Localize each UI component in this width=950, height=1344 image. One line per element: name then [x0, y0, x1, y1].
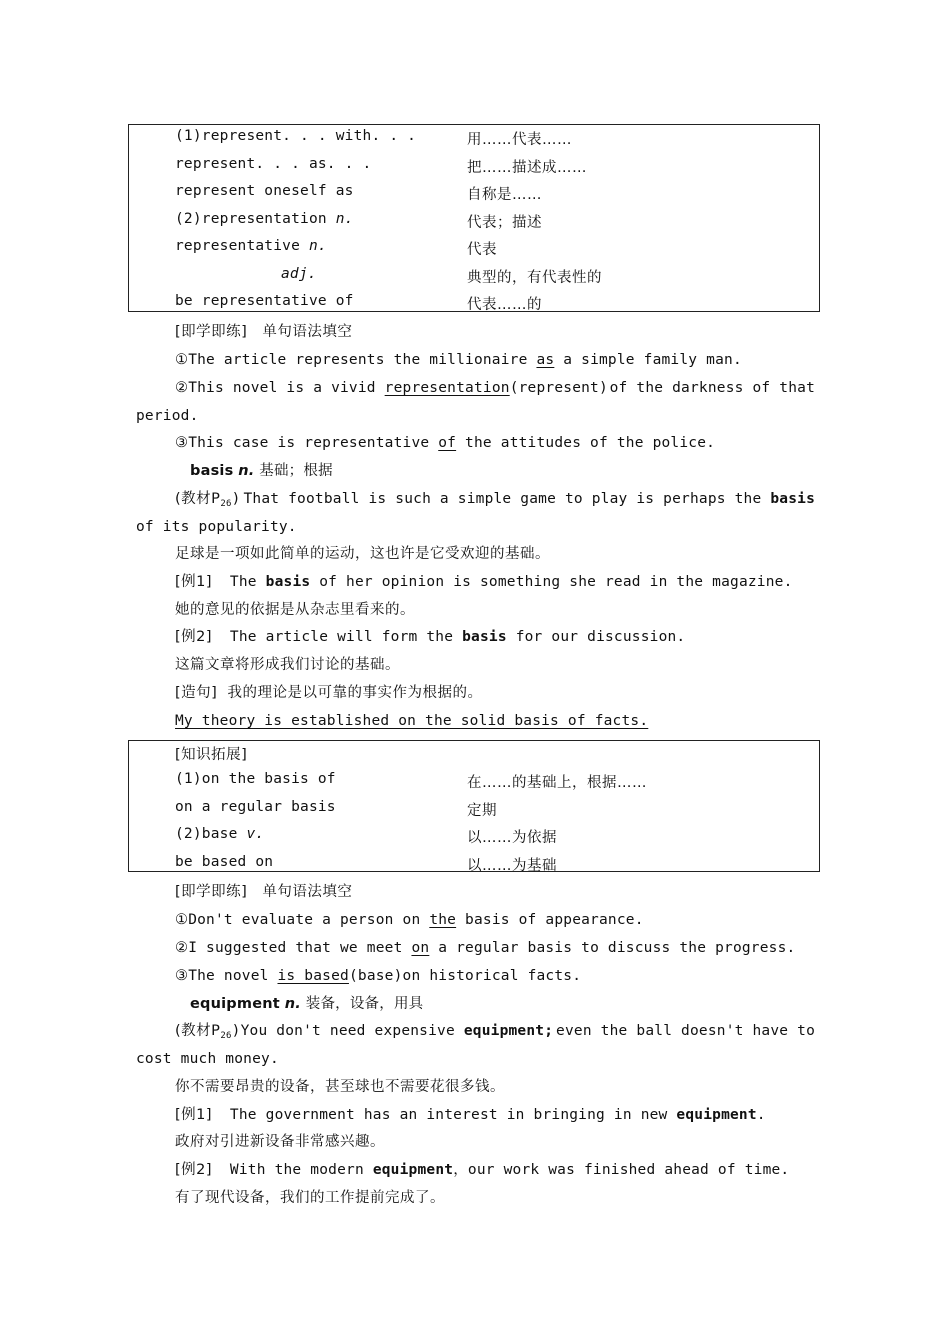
sentence-text: The government has an interest in bringing in new	[229, 1107, 677, 1123]
sentence-continuation: of its popularity.	[136, 519, 297, 535]
part-of-speech: adj.	[281, 266, 317, 282]
sentence-text: ①The article represents the millionaire	[175, 352, 537, 368]
example-label: [例2]	[175, 1162, 213, 1178]
hint-word: (represent)	[509, 380, 608, 396]
phrase-en	[175, 238, 327, 254]
keyword: basis	[462, 629, 507, 645]
example-label: [例1]	[175, 574, 213, 590]
example-sentence	[175, 1105, 766, 1125]
phrase-en: represent. . . as. . .	[175, 156, 372, 172]
phrase-zh: 在……的基础上，根据……	[467, 775, 647, 791]
answer-blank: representation	[384, 380, 510, 396]
page-number: 26	[220, 1031, 232, 1041]
sentence-text: basis of appearance.	[456, 912, 644, 928]
vocab-box-represent	[128, 124, 820, 312]
phrase-en	[175, 211, 354, 227]
translation: 政府对引进新设备非常感兴趣。	[175, 1134, 385, 1150]
box-row	[129, 293, 819, 321]
phrase-zh: 定期	[467, 803, 497, 819]
part-of-speech: n.	[238, 463, 255, 479]
keyword: equipment;	[463, 1023, 554, 1039]
sentence-text: even the ball doesn't have to	[556, 1023, 815, 1039]
knowledge-extension-box	[128, 740, 820, 872]
box-title-row	[129, 743, 819, 771]
phrase-zh: 用……代表……	[467, 132, 572, 148]
sentence-text: ③The novel	[175, 968, 278, 984]
phrase-zh: 代表	[467, 242, 497, 258]
part-of-speech: n.	[335, 211, 354, 227]
translation: 足球是一项如此简单的运动，这也许是它受欢迎的基础。	[175, 546, 550, 562]
keyword: equipment	[676, 1107, 757, 1123]
translation: 有了现代设备，我们的工作提前完成了。	[175, 1190, 445, 1206]
sentence-text: ①Don't evaluate a person on	[175, 912, 430, 928]
sentence-text: The	[229, 574, 266, 590]
sentence-text: ，our work was finished ahead of time.	[453, 1162, 790, 1178]
source-label: (教材P	[175, 491, 221, 507]
box-row	[129, 211, 819, 239]
box-title: [知识拓展]	[175, 747, 248, 763]
phrase-en: be representative of	[175, 293, 354, 309]
phrase-zh: 把……描述成……	[467, 160, 587, 176]
sentence-text: ③This case is representative	[175, 435, 439, 451]
answer-blank: as	[536, 352, 555, 368]
sentence-text: That football is such a simple game to play is perhaps the	[243, 491, 762, 507]
page-number: 26	[220, 499, 232, 509]
box-row	[129, 799, 819, 827]
part-of-speech: n.	[284, 996, 301, 1012]
box-row	[129, 183, 819, 211]
sentence-text: )You don't need expensive	[231, 1023, 464, 1039]
source-label: )	[231, 491, 241, 507]
word-meaning: 装备，设备，用具	[305, 996, 424, 1012]
box-row	[129, 826, 819, 854]
practice-sentence	[175, 910, 644, 930]
example-label: [造句]	[175, 685, 218, 701]
word-heading	[190, 994, 423, 1014]
phrase-text: (2)representation	[175, 211, 336, 227]
sentence-text: the attitudes of the police.	[456, 435, 716, 451]
example-sentence	[175, 1160, 789, 1180]
practice-sentence	[175, 350, 742, 370]
translation: 这篇文章将形成我们讨论的基础。	[175, 657, 400, 673]
phrase-en: (1)represent. . . with. . .	[175, 128, 417, 144]
example-sentence	[175, 627, 685, 647]
keyword: equipment	[372, 1162, 454, 1178]
phrase-zh: 以……为基础	[467, 858, 557, 874]
phrase-en	[175, 826, 264, 842]
phrase-en: represent oneself as	[175, 183, 354, 199]
practice-title: [即学即练] 单句语法填空	[175, 884, 353, 900]
sentence-text: .	[756, 1107, 766, 1123]
box-row	[129, 156, 819, 184]
sentence-continuation: cost much money.	[136, 1051, 279, 1067]
keyword: basis	[265, 574, 311, 590]
headword: equipment	[190, 996, 280, 1012]
textbook-sentence	[175, 489, 815, 514]
sentence-text: The article will form the	[229, 629, 463, 645]
sentence-text: a regular basis to discuss the progress.	[429, 940, 796, 956]
keyword: basis	[770, 491, 815, 507]
practice-sentence	[175, 938, 795, 958]
sentence-text: of the darkness of that	[609, 380, 815, 396]
answer-blank: the	[429, 912, 457, 928]
phrase-zh: 典型的，有代表性的	[467, 270, 602, 286]
phrase-en: (1)on the basis of	[175, 771, 336, 787]
source-label: (教材P	[175, 1023, 221, 1039]
box-row	[129, 266, 819, 294]
textbook-sentence	[175, 1021, 815, 1046]
phrase-en	[281, 266, 317, 282]
part-of-speech: n.	[308, 238, 327, 254]
sentence-text: ②This novel is a vivid	[175, 380, 385, 396]
sentence-continuation: period.	[136, 408, 199, 424]
example-label: [例1]	[175, 1107, 213, 1123]
practice-sentence	[175, 966, 581, 986]
phrase-zh: 代表；描述	[467, 215, 542, 231]
word-meaning: 基础；根据	[259, 463, 333, 479]
example-label: [例2]	[175, 629, 213, 645]
box-row	[129, 771, 819, 799]
sentence-text: With the modern	[229, 1162, 373, 1178]
example-sentence	[175, 572, 793, 592]
phrase-zh: 代表……的	[467, 297, 542, 313]
translation: 你不需要昂贵的设备，甚至球也不需要花很多钱。	[175, 1079, 505, 1095]
sentence-text: ②I suggested that we meet	[175, 940, 412, 956]
sentence-text: on historical facts.	[402, 968, 582, 984]
word-heading	[190, 461, 333, 481]
phrase-zh: 以……为依据	[467, 830, 557, 846]
sentence-text: for our discussion.	[506, 629, 686, 645]
sentence-text: 我的理论是以可靠的事实作为根据的。	[227, 685, 483, 701]
box-row	[129, 854, 819, 882]
sentence-text: a simple family man.	[554, 352, 742, 368]
phrase-zh: 自称是……	[467, 187, 542, 203]
part-of-speech: v.	[246, 826, 265, 842]
box-row	[129, 128, 819, 156]
practice-title: [即学即练] 单句语法填空	[175, 324, 353, 340]
phrase-text: representative	[175, 238, 309, 254]
box-row	[129, 238, 819, 266]
practice-sentence	[175, 378, 815, 398]
phrase-en: be based on	[175, 854, 274, 870]
sentence-text: of her opinion is something she read in the magazine.	[310, 574, 793, 590]
answer-blank: is based	[277, 968, 349, 984]
translation: 她的意见的依据是从杂志里看来的。	[175, 602, 415, 618]
practice-sentence	[175, 433, 715, 453]
phrase-text: (2)base	[175, 826, 247, 842]
make-sentence	[175, 683, 483, 703]
phrase-en: on a regular basis	[175, 799, 336, 815]
answer-blank: of	[438, 435, 457, 451]
headword: basis	[190, 463, 234, 479]
hint-word: (base)	[348, 968, 403, 984]
answer-sentence: My theory is established on the solid basis of facts.	[175, 713, 649, 729]
answer-blank: on	[411, 940, 430, 956]
